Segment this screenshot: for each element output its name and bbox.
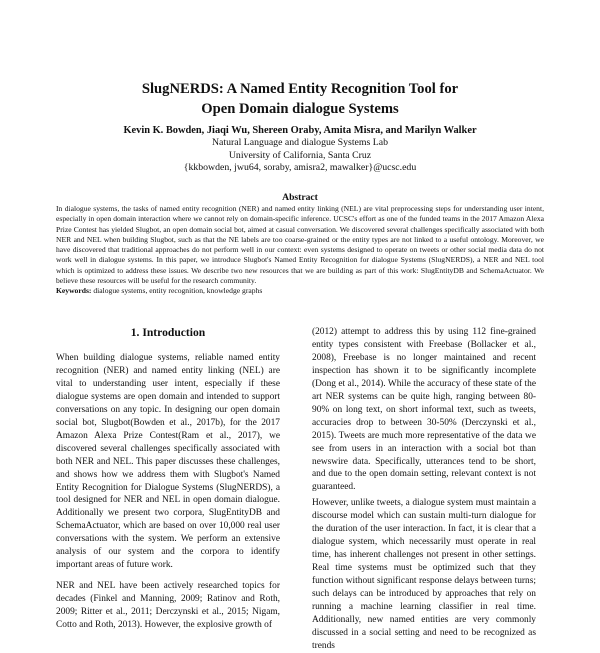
affiliation-lab: Natural Language and dialogue Systems Lab xyxy=(211,137,389,148)
affiliation-emails: {kkbowden, jwu64, soraby, amisra2, mawalker}@ucsc.edu xyxy=(183,162,417,173)
affiliation-block xyxy=(0,137,600,175)
intro-paragraph-2: NER and NEL have been actively researched topics for decades (Finkel and Manning, 2009; Ratinov and Roth, 2009; Ritter et al., 2011; Derczynski et al., 2015; Nigam, Cotto and Roth, 2013). However, the explosive growth of xyxy=(56,581,280,631)
introduction-heading: 1. Introduction xyxy=(130,326,206,339)
right-column xyxy=(312,326,536,651)
paper-title xyxy=(0,79,600,119)
abstract-block xyxy=(56,204,544,297)
left-column xyxy=(56,326,280,631)
affiliation-university: University of California, Santa Cruz xyxy=(228,149,372,161)
right-paragraph-1: (2012) attempt to address this by using 112 fine-grained entity types consistent with Freebase (Bollacker et al., 2008), Freebase is no longer maintained and recent inspection has shown it to be significantly incomplete (Dong et al., 2014). While the accuracy of these state of the art NER systems can be quite high, ranging between 80-90% on long text, on short informal text, such as tweets, accuracies drop to between 30-50% (Derczynski et al., 2015). Tweets are much more representative of the data we see from users in an interaction with a social bot than newswire data. Specifically, utterances tend to be short, and due to the open domain setting, relevant context is not guaranteed. xyxy=(312,327,536,493)
paper-title-line-2: Open Domain dialogue Systems xyxy=(201,101,399,117)
paper-title-line-1: SlugNERDS: A Named Entity Recognition Tool for xyxy=(141,81,459,97)
author-list: Kevin K. Bowden, Jiaqi Wu, Shereen Oraby, Amita Misra, and Marilyn Walker xyxy=(123,125,477,136)
intro-paragraph-1: When building dialogue systems, reliable named entity recognition (NER) and named entity linking (NEL) are vital to understanding user intent, especially if these dialogue systems are open domain and intended to support conversations on any topic. In designing our open domain social bot, Slugbot(Bowden et al., 2017b), for the 2017 Amazon Alexa Prize Contest(Ram et al., 2017), we discovered several challenges specifically associated with both NER and NEL. This paper discusses these challenges, and shows how we address them with Slugbot's Named Entity Recognition for Dialogue Systems (SlugNERDS), a tool designed for NER and NEL in open domain dialogue. Additionally we present two corpora, SlugEntityDB and SchemaActuator, which are based on over 10,000 real user conversations with the system. We perform an extensive analysis of our system and the corpora to identify important areas of future work. xyxy=(56,353,280,571)
abstract-text: In dialogue systems, the tasks of named entity recognition (NER) and named entity linking (NEL) are vital preprocessing steps for understanding user intent, especially in open domain interaction where we cannot rely on domain-specific inference. UCSC's effort as one of the funded teams in the 2017 Amazon Alexa Prize Contest has yielded Slugbot, an open domain social bot, aimed at casual conversation. We discovered several challenges specifically associated with both NER and NEL when building Slugbot, such as that the NE labels are too coarse-grained or the entity types are not linked to a useful ontology. Moreover, we have discovered that traditional approaches do not perform well in our context: even systems designed to operate on tweets or other social media data do not work well in dialogue systems. In this paper, we introduce Slugbot's Named Entity Recognition for dialogue Systems (SlugNERDS), a NER and NEL tool which is optimized to address these issues. We describe two new resources that we are building as part of this work: SlugEntityDB and SchemaActuator. We believe these resources will be useful for the research community. xyxy=(56,204,544,286)
keywords-text: dialogue systems, entity recognition, knowledge graphs xyxy=(93,286,263,296)
keywords-label: Keywords: xyxy=(56,286,92,296)
abstract-heading: Abstract xyxy=(282,192,318,203)
right-paragraph-2: However, unlike tweets, a dialogue system must maintain a discourse model which can sustain multi-turn dialogue for the duration of the user interaction. In fact, it is clear that a dialogue system, which necessarily must operate in real time, has inherent challenges not present in other settings. Real time systems must be optimized such that they function without significant response delays between turns; such delays can be introduced by approaches that rely on running a machine learning classifier in real time. Additionally, new named entities are very commonly discussed in a social setting and need to be recognized as trends xyxy=(312,498,536,651)
